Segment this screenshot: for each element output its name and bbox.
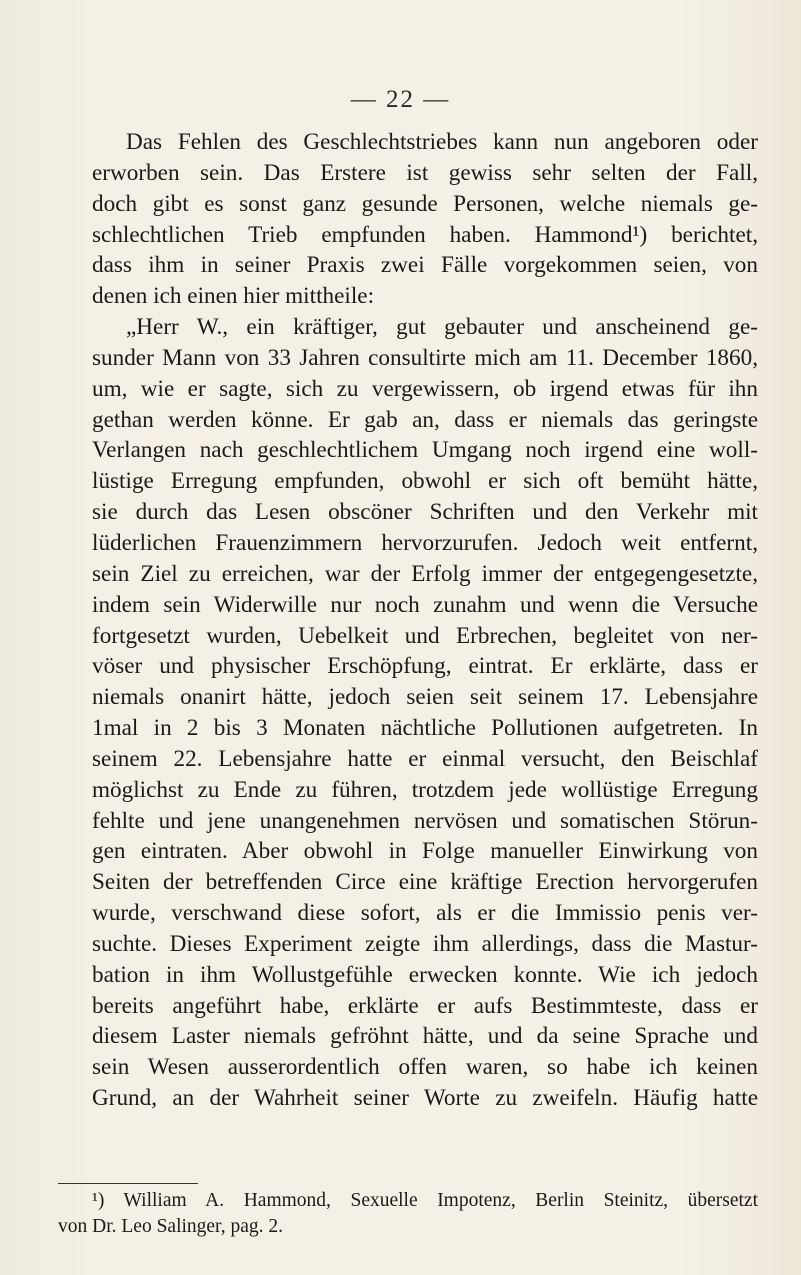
text-line: vöser und physischer Erschöpfung, eintrat. Er erklärte, dass er (92, 653, 758, 680)
text-line: gen eintraten. Aber obwohl in Folge manueller Einwirkung von (92, 838, 758, 865)
text-line: gethan werden könne. Er gab an, dass er niemals das geringste (92, 406, 758, 433)
text-line: möglichst zu Ende zu führen, trotzdem jede wollüstige Erregung (92, 776, 758, 803)
page-number: — 22 — (350, 86, 451, 113)
paragraph-2 (58, 312, 758, 1114)
text-line: sie durch das Lesen obscöner Schriften und den Verkehr mit (92, 499, 758, 526)
text-line: fortgesetzt wurden, Uebelkeit und Erbrechen, begleitet von ner- (92, 622, 758, 649)
text-line: lüstige Erregung empfunden, obwohl er sich oft bemüht hätte, (92, 468, 758, 495)
text-line: um, wie er sagte, sich zu vergewissern, ob irgend etwas für ihn (92, 375, 758, 402)
text-line: niemals onanirt hätte, jedoch seien seit seinem 17. Lebensjahre (92, 684, 758, 711)
text-line: seinem 22. Lebensjahre hatte er einmal versucht, den Beischlaf (92, 745, 758, 772)
text-line: denen ich einen hier mittheile: (92, 283, 375, 310)
text-line: bereits angeführt habe, erklärte er aufs Bestimmteste, dass er (92, 992, 758, 1019)
text-line: diesem Laster niemals gefröhnt hätte, und da seine Sprache und (92, 1023, 758, 1050)
text-line: bation in ihm Wollustgefühle erwecken konnte. Wie ich jedoch (92, 961, 758, 988)
text-line: fehlte und jene unangenehmen nervösen und somatischen Störun- (92, 807, 758, 834)
text-line: schlechtlichen Trieb empfunden haben. Hammond¹) berichtet, (92, 221, 758, 248)
main-text (58, 127, 758, 1114)
text-line: erworben sein. Das Erstere ist gewiss sehr selten der Fall, (92, 159, 758, 186)
footnote (58, 1188, 758, 1240)
text-line: dass ihm in seiner Praxis zwei Fälle vorgekommen seien, von (92, 252, 758, 279)
text-line: Seiten der betreffenden Circe eine kräftige Erection hervorgerufen (92, 869, 758, 896)
text-line: „Herr W., ein kräftiger, gut gebauter und anscheinend ge- (126, 314, 758, 341)
footnote-line: ¹) William A. Hammond, Sexuelle Impotenz, Berlin Steinitz, übersetzt (92, 1190, 758, 1211)
footnote-line: von Dr. Leo Salinger, pag. 2. (58, 1216, 284, 1237)
text-line: Verlangen nach geschlechtlichem Umgang noch irgend eine woll- (92, 437, 758, 464)
text-line: sein Ziel zu erreichen, war der Erfolg immer der entgegengesetzte, (92, 560, 758, 587)
text-line: Das Fehlen des Geschlechtstriebes kann nun angeboren oder (126, 129, 758, 155)
footnote-divider (58, 1183, 198, 1184)
text-line: sunder Mann von 33 Jahren consultirte mich am 11. December 1860, (92, 344, 758, 371)
text-line: lüderlichen Frauenzimmern hervorzurufen. Jedoch weit entfernt, (92, 529, 758, 556)
text-line: doch gibt es sonst ganz gesunde Personen, welche niemals ge- (92, 190, 758, 217)
paragraph-1 (58, 127, 758, 312)
text-line: sein Wesen ausserordentlich offen waren, so habe ich keinen (92, 1054, 758, 1081)
text-line: Grund, an der Wahrheit seiner Worte zu zweifeln. Häufig hatte (92, 1085, 758, 1112)
text-line: suchte. Dieses Experiment zeigte ihm allerdings, dass die Mastur- (92, 930, 758, 957)
text-line: wurde, verschwand diese sofort, als er die Immissio penis ver- (92, 900, 758, 927)
text-line: 1mal in 2 bis 3 Monaten nächtliche Pollutionen aufgetreten. In (92, 715, 758, 742)
text-line: indem sein Widerwille nur noch zunahm und wenn die Versuche (92, 591, 758, 618)
